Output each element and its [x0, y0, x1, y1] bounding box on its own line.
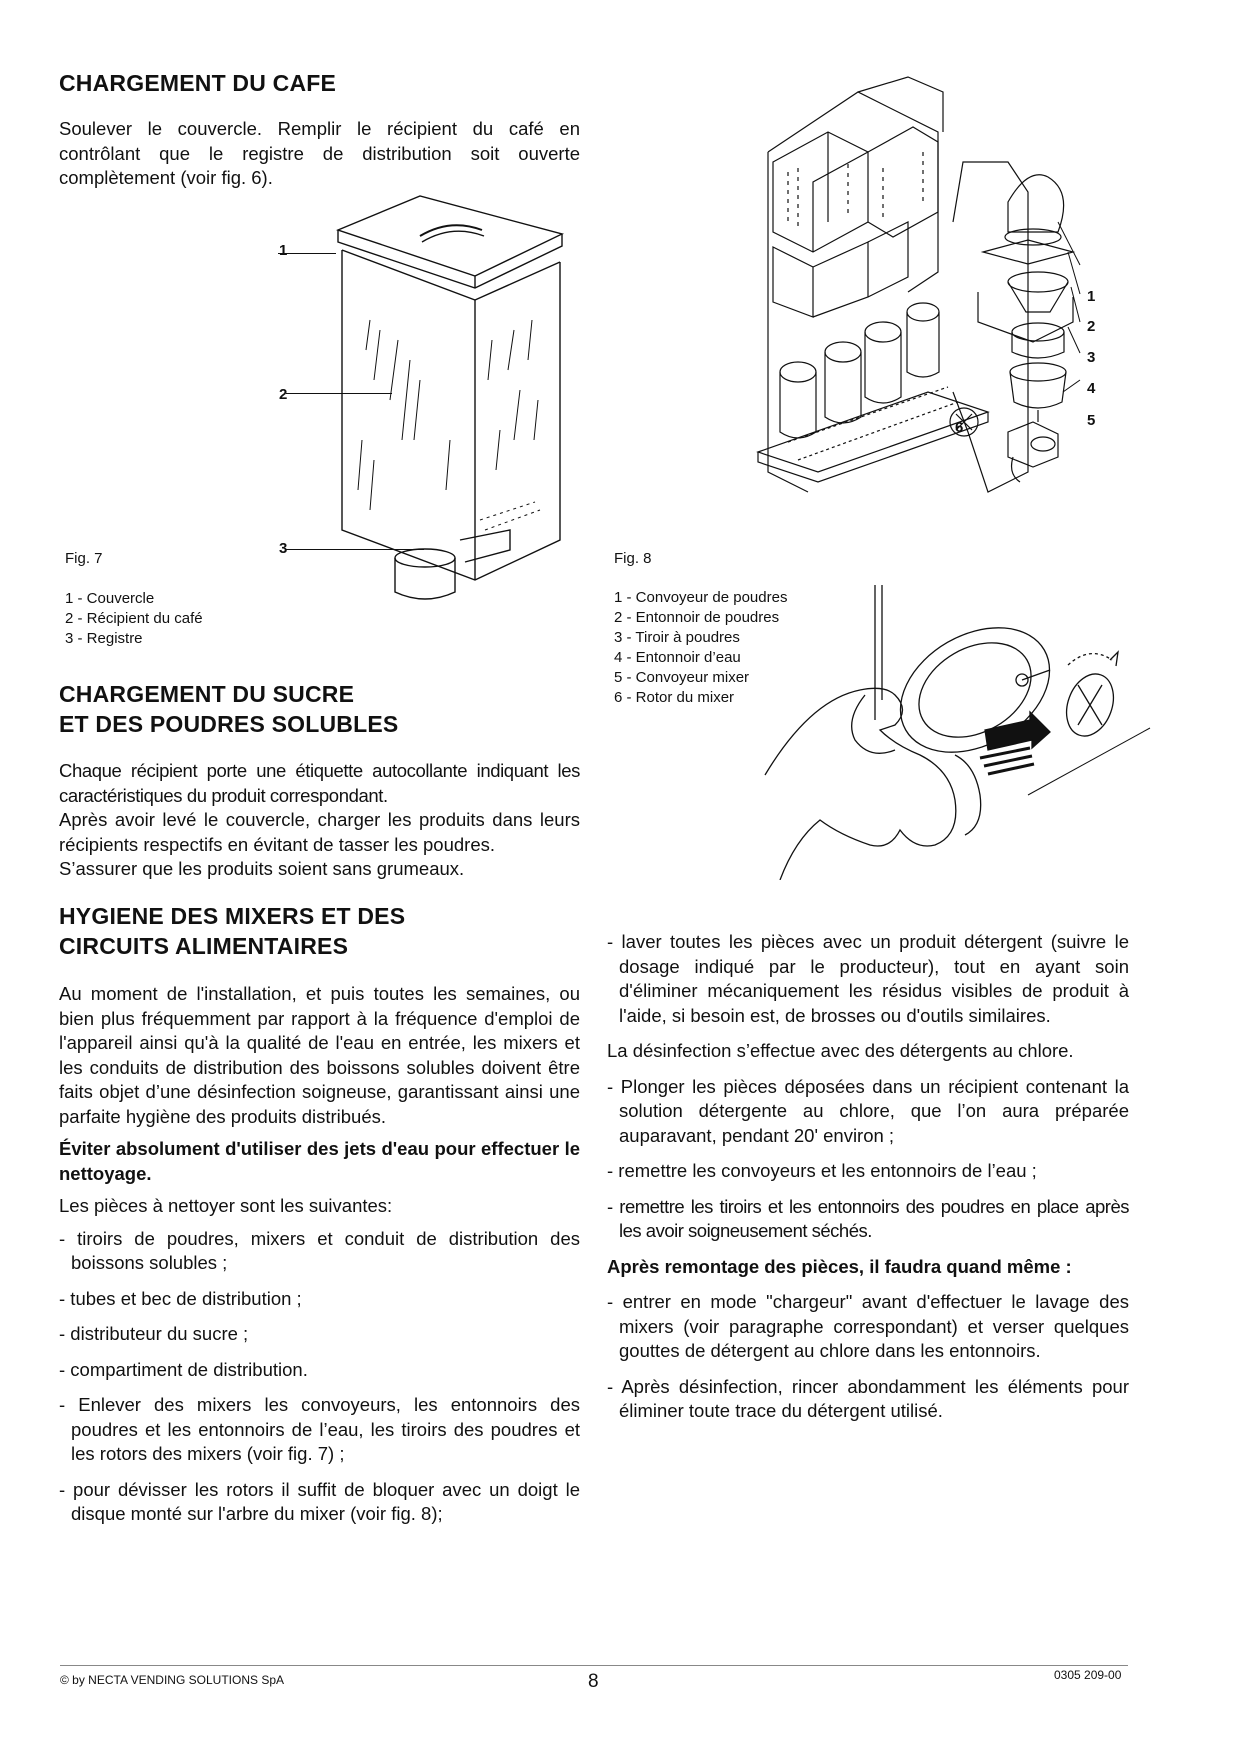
fig7-callout-3: 3 [279, 540, 288, 557]
hygiene-list-item: - tubes et bec de distribution ; [59, 1287, 302, 1309]
fig8-legend-item: 6 - Rotor du mixer [614, 689, 735, 706]
remontage-heading: Après remontage des pièces, il faudra quand même : [607, 1255, 1072, 1277]
fig8-legend-item: 1 - Convoyeur de poudres [614, 589, 788, 606]
hygiene-warning: Éviter absolument d'utiliser des jets d'eau pour effectuer le nettoyage. [59, 1138, 580, 1184]
fig7-callout-1: 1 [279, 242, 288, 259]
fig7-legend-item: 3 - Registre [65, 630, 143, 647]
hand-rotor-illustration [760, 580, 1160, 880]
fig8-legend-item: 4 - Entonnoir d’eau [614, 649, 741, 666]
hygiene-list-item: - distributeur du sucre ; [59, 1323, 249, 1344]
remontage-step: - entrer en mode "chargeur" avant d'effectuer le lavage des mixers (voir paragraphe correspondant) et verser quelques gouttes de détergent au chlore dans les entonnoirs. [607, 1291, 1129, 1361]
section-title-cafe: CHARGEMENT DU CAFE [59, 70, 337, 96]
fig7-legend-item: 2 - Récipient du café [65, 610, 203, 627]
fig8-callout-6: 6 [955, 419, 964, 436]
fig8-legend-item: 2 - Entonnoir de poudres [614, 609, 780, 626]
sucre-text [59, 759, 580, 882]
cleaning-step: - Plonger les pièces déposées dans un récipient contenant la solution détergente au chlore, que l’on aura préparée auparavant, pendant 20' environ ; [607, 1075, 1129, 1146]
hygiene-paragraph: Au moment de l'installation, et puis toutes les semaines, ou bien plus fréquemment par rapport à la fréquence d'emploi de l'appareil ainsi qu'à la qualité de l'eau en entrée, les mixers et les conduits de distribution des boissons solubles doivent être faits objet d’une désinfection soigneuse, garantissant ainsi une parfaite hygiène des produits distribués. [59, 983, 580, 1127]
fig8-callout-3: 3 [1087, 349, 1096, 366]
fig7-caption: Fig. 7 [65, 550, 103, 567]
fig8-legend-item: 3 - Tiroir à poudres [614, 629, 740, 646]
hygiene-list-intro: Les pièces à nettoyer sont les suivantes: [59, 1195, 393, 1216]
section-title-hygiene-2: CIRCUITS ALIMENTAIRES [59, 933, 349, 959]
hygiene-body [59, 982, 580, 1527]
cleaning-steps-1 [607, 930, 1129, 1424]
section-title-sucre-2: ET DES POUDRES SOLUBLES [59, 711, 399, 737]
sucre-paragraph-2: Après avoir levé le couvercle, charger les produits dans leurs récipients respectifs en évitant de tasser les poudres. [59, 809, 580, 855]
fig7-legend [65, 589, 203, 649]
cafe-text: Soulever le couvercle. Remplir le récipient du café en contrôlant que le registre de distribution soit ouverte complètement (voir fig. 6). [59, 118, 580, 188]
remontage-step: - Après désinfection, rincer abondamment les éléments pour éliminer toute trace du détergent utilisé. [607, 1375, 1129, 1421]
hygiene-list-item: - Enlever des mixers les convoyeurs, les entonnoirs des poudres et les entonnoirs de l’eau, les tiroirs des poudres et les rotors des mixers (voir fig. 7) ; [59, 1394, 580, 1464]
chlore-note: La désinfection s’effectue avec des détergents au chlore. [607, 1040, 1074, 1061]
fig8-callout-4: 4 [1087, 380, 1096, 397]
fig8-callout-2: 2 [1087, 318, 1096, 335]
footer-copyright: © by NECTA VENDING SOLUTIONS SpA [60, 1673, 285, 1687]
footer-page-number: 8 [588, 1671, 599, 1692]
fig7-legend-item: 1 - Couvercle [65, 590, 155, 607]
footer-rule [60, 1665, 1128, 1666]
fig7-callout-2: 2 [279, 386, 288, 403]
cleaning-step: - remettre les tiroirs et les entonnoirs des poudres en place après les avoir soigneusement séchés. [607, 1195, 1129, 1241]
footer-doc-code: 0305 209-00 [1054, 1668, 1122, 1682]
section-title-sucre-1: CHARGEMENT DU SUCRE [59, 681, 355, 707]
fig8-legend-item: 5 - Convoyeur mixer [614, 669, 750, 686]
cleaning-step: - laver toutes les pièces avec un produit détergent (suivre le dosage indiqué par le producteur), tout en ayant soin d'éliminer mécaniquement les résidus visibles de produit à l'aide, si besoin est, de brosses ou d'outils similaires. [607, 931, 1129, 1026]
sucre-paragraph-1: Chaque récipient porte une étiquette autocollante indiquant les caractéristiques du produit correspondant. [59, 760, 580, 806]
hygiene-list-item: - tiroirs de poudres, mixers et conduit de distribution des boissons solubles ; [59, 1227, 580, 1273]
fig8-illustration [728, 72, 1148, 552]
section-title-hygiene-1: HYGIENE DES MIXERS ET DES [59, 903, 406, 929]
hygiene-list-item: - compartiment de distribution. [59, 1358, 308, 1380]
fig7-callout-line-3 [286, 549, 424, 550]
cleaning-step: - remettre les convoyeurs et les entonnoirs de l’eau ; [607, 1160, 1037, 1181]
sucre-paragraph-3: S’assurer que les produits soient sans grumeaux. [59, 858, 465, 879]
hygiene-list-item: - pour dévisser les rotors il suffit de bloquer avec un doigt le disque monté sur l'arbre du mixer (voir fig. 8); [59, 1478, 580, 1524]
fig7-callout-line-2 [286, 393, 392, 394]
fig8-callout-1: 1 [1087, 288, 1096, 305]
fig8-caption: Fig. 8 [614, 550, 652, 567]
fig8-callout-5: 5 [1087, 412, 1096, 429]
